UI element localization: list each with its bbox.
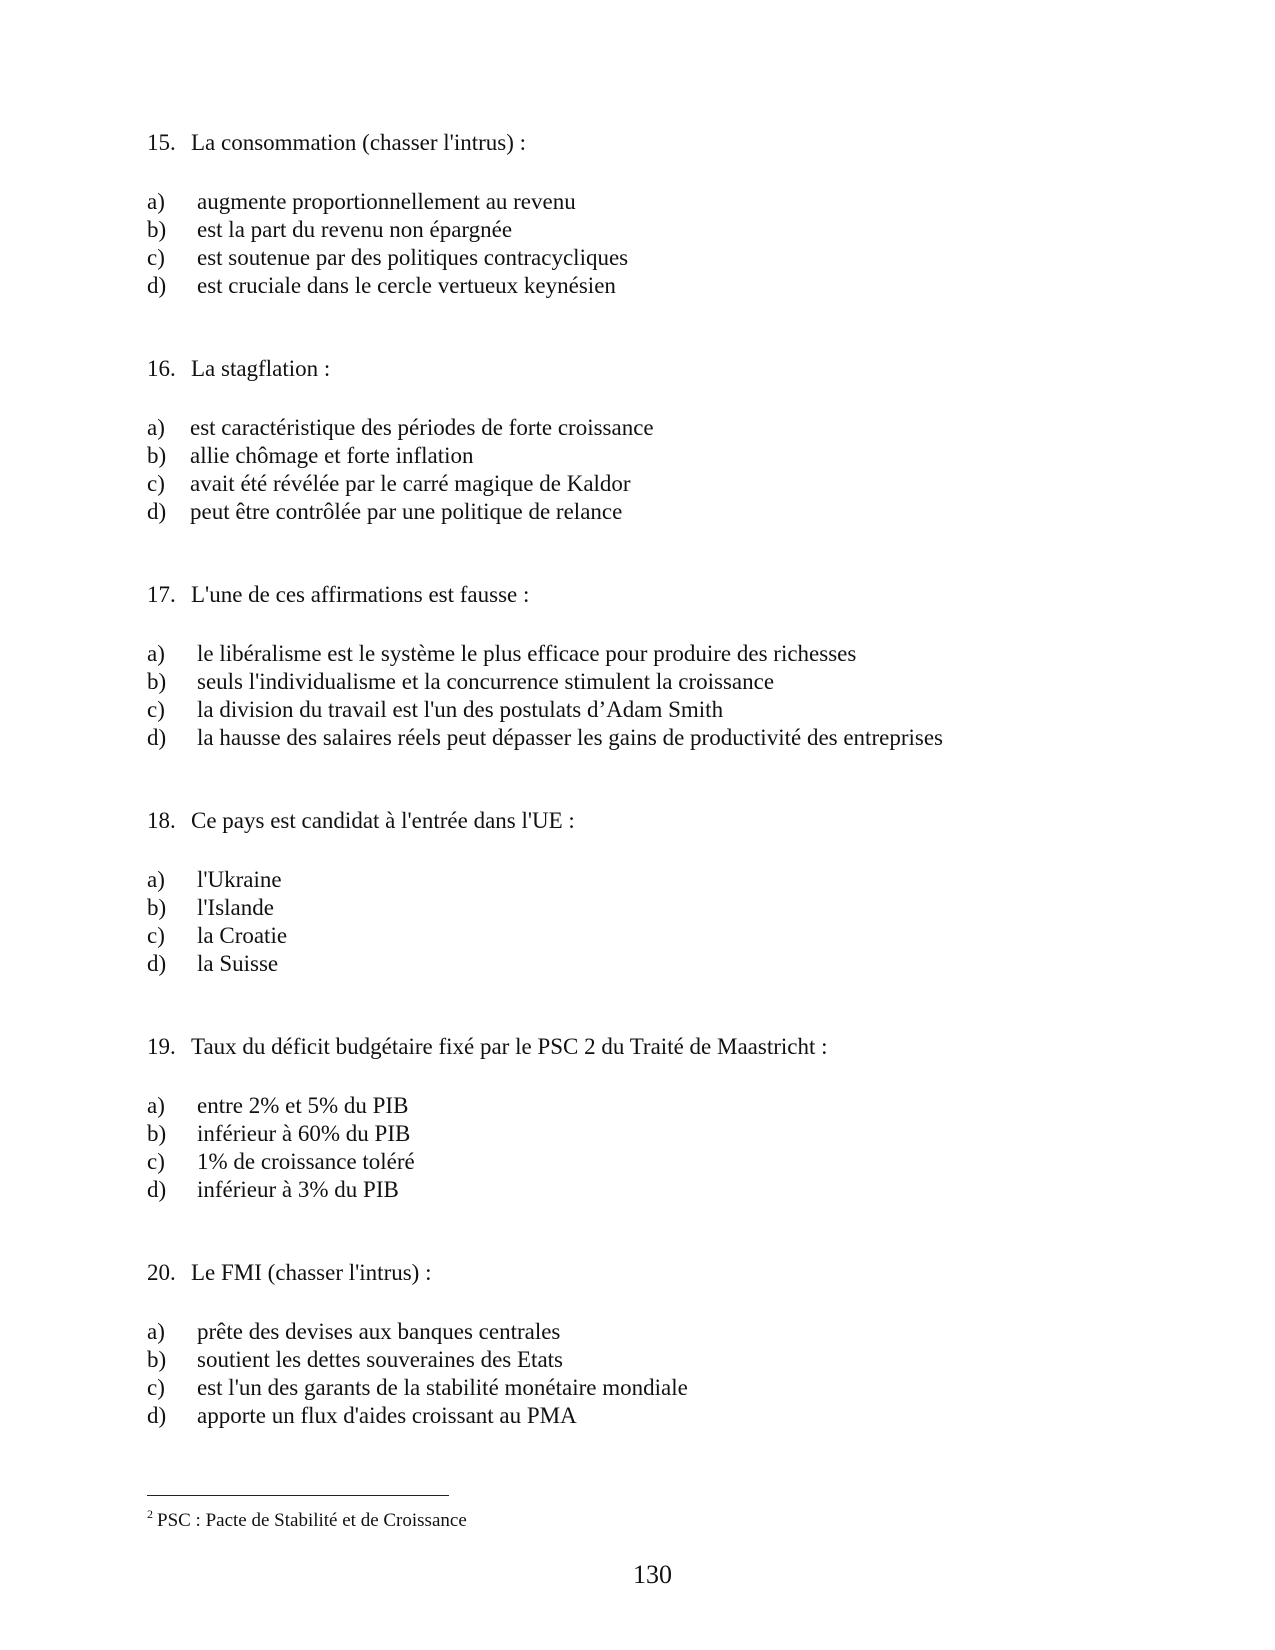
question-18-option-d (147, 950, 278, 978)
question-19-option-d (147, 1176, 399, 1204)
question-19-option-b (147, 1120, 410, 1148)
question-18-title (147, 808, 575, 834)
question-17-option-c (147, 696, 723, 724)
footnote-text: PSC : Pacte de Stabilité et de Croissance (157, 1510, 467, 1531)
footnote (147, 1507, 467, 1532)
question-15-option-b (147, 216, 512, 244)
question-number: 18. (147, 808, 176, 833)
question-16-option-a (147, 414, 654, 442)
option-letter: b) (147, 895, 167, 920)
question-20-option-c (147, 1374, 688, 1402)
option-letter: c) (147, 1149, 165, 1174)
question-19-title (147, 1034, 828, 1060)
option-text: soutient les dettes souveraines des Etats (197, 1347, 564, 1372)
option-letter: d) (147, 499, 167, 524)
question-15-option-a (147, 188, 576, 216)
question-text: Ce pays est candidat à l'entrée dans l'UE : (191, 808, 575, 833)
question-17-option-b (147, 668, 774, 696)
question-19-option-a (147, 1092, 408, 1120)
question-19-option-c (147, 1148, 415, 1176)
option-text: avait été révélée par le carré magique de Kaldor (190, 471, 631, 496)
option-letter: d) (147, 273, 167, 298)
option-letter: c) (147, 245, 165, 270)
option-text: le libéralisme est le système le plus efficace pour produire des richesses (197, 641, 857, 666)
question-16-option-b (147, 442, 474, 470)
question-number: 20. (147, 1260, 176, 1285)
question-16-option-c (147, 470, 631, 498)
footnote-marker: 2 (147, 1507, 153, 1521)
question-20-option-d (147, 1402, 577, 1430)
option-letter: b) (147, 443, 167, 468)
question-20-option-a (147, 1318, 560, 1346)
option-text: l'Ukraine (197, 867, 282, 892)
option-text: est soutenue par des politiques contracycliques (197, 245, 629, 270)
option-text: inférieur à 60% du PIB (197, 1121, 411, 1146)
option-text: allie chômage et forte inflation (190, 443, 474, 468)
option-letter: b) (147, 217, 167, 242)
question-16-title (147, 356, 330, 382)
question-18-option-b (147, 894, 274, 922)
option-text: est cruciale dans le cercle vertueux keynésien (197, 273, 616, 298)
question-text: L'une de ces affirmations est fausse : (191, 582, 530, 607)
option-letter: a) (147, 1093, 165, 1118)
option-text: est l'un des garants de la stabilité monétaire mondiale (197, 1375, 688, 1400)
question-15-option-d (147, 272, 616, 300)
option-text: l'Islande (197, 895, 274, 920)
option-text: est la part du revenu non épargnée (197, 217, 513, 242)
option-letter: a) (147, 641, 165, 666)
question-18-option-a (147, 866, 282, 894)
option-text: seuls l'individualisme et la concurrence stimulent la croissance (197, 669, 775, 694)
option-letter: b) (147, 1121, 167, 1146)
question-text: Le FMI (chasser l'intrus) : (191, 1260, 432, 1285)
question-number: 19. (147, 1034, 176, 1059)
option-letter: d) (147, 1177, 167, 1202)
option-text: la division du travail est l'un des postulats d’Adam Smith (197, 697, 724, 722)
option-text: prête des devises aux banques centrales (197, 1319, 561, 1344)
option-letter: d) (147, 1403, 167, 1428)
option-text: entre 2% et 5% du PIB (197, 1093, 409, 1118)
question-16-option-d (147, 498, 622, 526)
option-letter: c) (147, 1375, 165, 1400)
question-17-option-d (147, 724, 943, 752)
question-15-title (147, 130, 526, 156)
option-text: inférieur à 3% du PIB (197, 1177, 399, 1202)
question-15-option-c (147, 244, 628, 272)
option-text: peut être contrôlée par une politique de relance (190, 499, 623, 524)
option-text: est caractéristique des périodes de forte croissance (190, 415, 654, 440)
option-letter: a) (147, 415, 165, 440)
option-letter: d) (147, 725, 167, 750)
option-letter: b) (147, 1347, 167, 1372)
option-letter: a) (147, 189, 165, 214)
option-letter: c) (147, 697, 165, 722)
option-letter: d) (147, 951, 167, 976)
question-text: La consommation (chasser l'intrus) : (191, 130, 527, 155)
question-number: 15. (147, 130, 176, 155)
option-text: augmente proportionnellement au revenu (197, 189, 576, 214)
footnote-separator (147, 1495, 449, 1496)
option-letter: a) (147, 1319, 165, 1344)
question-17-title (147, 582, 529, 608)
question-text: Taux du déficit budgétaire fixé par le PSC 2 du Traité de Maastricht : (191, 1034, 828, 1059)
question-17-option-a (147, 640, 856, 668)
question-text: La stagflation : (191, 356, 331, 381)
question-number: 16. (147, 356, 176, 381)
option-letter: c) (147, 471, 165, 496)
question-20-option-b (147, 1346, 563, 1374)
option-letter: b) (147, 669, 167, 694)
option-letter: a) (147, 867, 165, 892)
question-20-title (147, 1260, 431, 1286)
page-number: 130 (633, 1560, 672, 1589)
question-18-option-c (147, 922, 287, 950)
option-letter: c) (147, 923, 165, 948)
option-text: la Suisse (197, 951, 279, 976)
option-text: apporte un flux d'aides croissant au PMA (197, 1403, 577, 1428)
option-text: 1% de croissance toléré (197, 1149, 415, 1174)
option-text: la hausse des salaires réels peut dépasser les gains de productivité des entreprises (197, 725, 943, 750)
option-text: la Croatie (197, 923, 288, 948)
question-number: 17. (147, 582, 176, 607)
